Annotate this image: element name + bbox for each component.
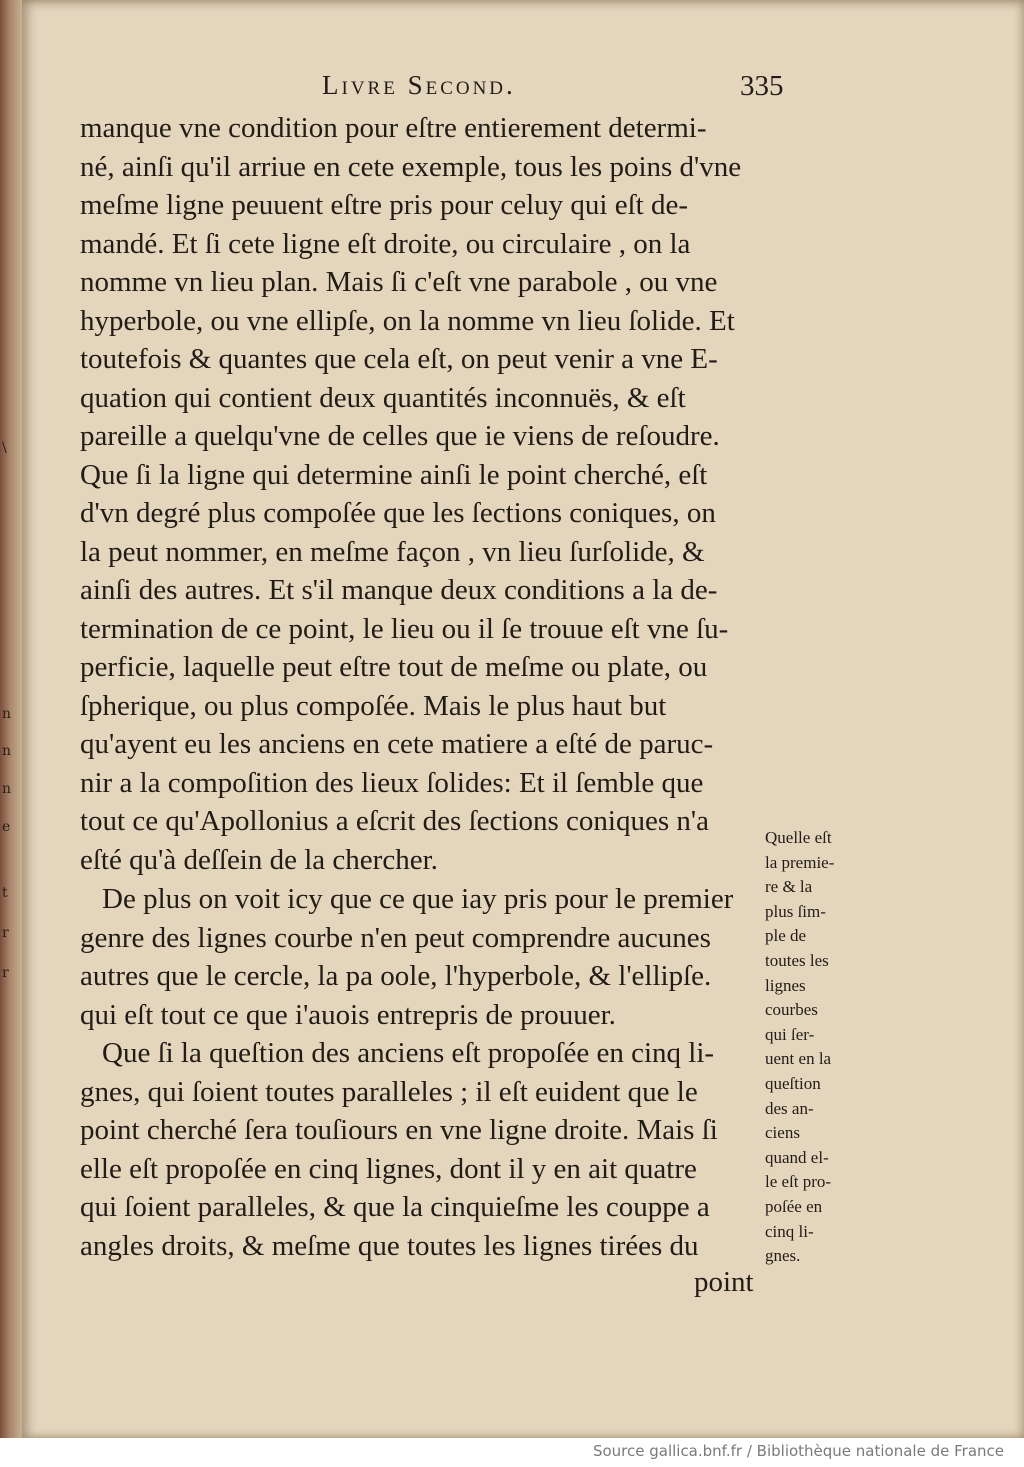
margin-note-line: des an- — [765, 1098, 814, 1118]
text-line: hyperbole, ou vne ellipſe, on la nomme vn lieu ſolide. Et — [80, 304, 735, 337]
prev-page-mark: e — [2, 819, 11, 835]
text-line: termination de ce point, le lieu ou il ſe trouue eſt vne ſu- — [80, 612, 729, 645]
margin-note-line: quand el- — [765, 1147, 829, 1167]
text-line: elle eſt propoſée en cinq lignes, dont il y en ait quatre — [80, 1152, 697, 1185]
text-line: toutefois & quantes que cela eſt, on peut venir a vne E- — [80, 343, 718, 375]
text-line: quation qui contient deux quantités inconnuës, & eſt — [80, 381, 686, 414]
text-line: manque vne condition pour eſtre entierement determi- — [80, 112, 707, 144]
text-line: gnes, qui ſoient toutes paralleles ; il eſt euident que le — [80, 1075, 698, 1108]
prev-page-mark: \ — [2, 440, 7, 456]
text-line: eſté qu'à deſſein de la chercher. — [80, 843, 438, 876]
previous-page-edge — [0, 0, 24, 1438]
margin-note-line: le eſt pro- — [765, 1172, 832, 1192]
text-line: De plus on voit icy que ce que iay pris pour le premier — [102, 883, 734, 915]
text-line: genre des lignes courbe n'en peut comprendre aucunes — [80, 921, 711, 954]
running-head: Livre Second. — [322, 70, 516, 100]
margin-note-line: queſtion — [765, 1073, 821, 1093]
prev-page-mark: t — [2, 885, 8, 901]
margin-note-line: cinq li- — [765, 1221, 814, 1241]
text-line: pareille a quelqu'vne de celles que ie viens de reſoudre. — [80, 420, 720, 452]
prev-page-mark: n — [2, 706, 12, 722]
margin-note-line: courbes — [765, 1000, 818, 1020]
margin-note — [765, 826, 885, 1269]
margin-note-line: ple de — [765, 926, 807, 946]
text-line: ainſi des autres. Et s'il manque deux conditions a la de- — [80, 574, 718, 606]
margin-note-line: gnes. — [765, 1246, 801, 1266]
margin-note-line: ciens — [765, 1123, 800, 1143]
text-line: d'vn degré plus compoſée que les ſections coniques, on — [80, 497, 716, 529]
margin-note-line: plus ſim- — [765, 901, 826, 921]
text-line: qu'ayent eu les anciens en cete matiere a eſté de paruc- — [80, 728, 714, 760]
footer-bar — [0, 1438, 1024, 1467]
text-line: mandé. Et ſi cete ligne eſt droite, ou circulaire , on la — [80, 227, 691, 260]
text-line: la peut nommer, en meſme façon , vn lieu ſurſolide, & — [80, 535, 705, 568]
text-line: ſpherique, ou plus compoſée. Mais le plus haut but — [80, 689, 667, 722]
prev-page-mark: n — [2, 743, 12, 759]
text-line: perficie, laquelle peut eſtre tout de meſme ou plate, ou — [80, 651, 708, 683]
margin-note-line: poſée en — [765, 1196, 823, 1216]
text-line: meſme ligne peuuent eſtre pris pour celuy qui eſt de- — [80, 189, 688, 221]
text-line: né, ainſi qu'il arriue en cete exemple, tous les poins d'vne — [80, 150, 742, 183]
text-line: qui ſoient paralleles, & que la cinquieſme les couppe a — [80, 1191, 710, 1223]
text-line: point cherché ſera touſiours en vne ligne droite. Mais ſi — [80, 1114, 718, 1146]
catchword: point — [694, 1266, 754, 1298]
book-page — [22, 0, 1024, 1438]
text-line: Que ſi la queſtion des anciens eſt propoſée en cinq li- — [102, 1037, 715, 1069]
page-number: 335 — [740, 70, 784, 102]
margin-note-line: la premie- — [765, 852, 835, 872]
prev-page-mark: n — [2, 781, 12, 797]
margin-note-line: qui ſer- — [765, 1024, 815, 1044]
text-line: angles droits, & meſme que toutes les lignes tirées du — [80, 1229, 699, 1262]
text-line: Que ſi la ligne qui determine ainſi le point cherché, eſt — [80, 458, 708, 491]
margin-note-line: uent en la — [765, 1049, 832, 1069]
prev-page-mark: r — [2, 925, 9, 941]
source-credit: Source gallica.bnf.fr / Bibliothèque nationale de France — [592, 1442, 1004, 1460]
margin-note-line: re & la — [765, 877, 813, 897]
text-line: tout ce qu'Apollonius a eſcrit des ſections coniques n'a — [80, 805, 709, 837]
text-line: nomme vn lieu plan. Mais ſi c'eſt vne parabole , ou vne — [80, 266, 718, 298]
margin-note-line: lignes — [765, 975, 806, 995]
text-line: nir a la compoſition des lieux ſolides: Et il ſemble que — [80, 766, 704, 799]
margin-note-line: toutes les — [765, 950, 829, 970]
prev-page-mark: r — [2, 965, 9, 981]
text-line: autres que le cercle, la pa oole, l'hyperbole, & l'ellipſe. — [80, 960, 712, 992]
text-line: qui eſt tout ce que i'auois entrepris de prouuer. — [80, 998, 616, 1031]
margin-note-line: Quelle eſt — [765, 828, 832, 847]
